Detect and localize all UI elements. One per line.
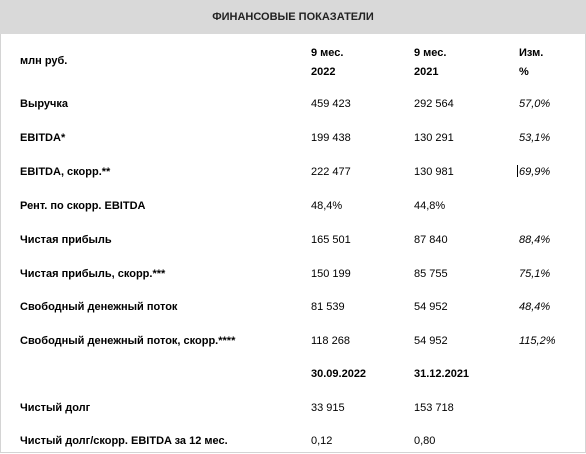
row-value-date2: 153 718: [414, 402, 454, 414]
table-title: [0, 0, 586, 34]
table-row: [0, 267, 586, 287]
row-value-2022: 459 423: [311, 98, 351, 110]
row-value-date1: 0,12: [311, 435, 333, 447]
table-row: [0, 401, 586, 421]
table-row: [0, 233, 586, 253]
row-value-2021: 85 755: [414, 268, 448, 280]
row-label: Рент. по скорр. EBITDA: [20, 200, 146, 212]
table-row: [0, 334, 586, 354]
unit-label: млн руб.: [20, 55, 68, 67]
table-row: [0, 300, 586, 320]
row-label: Свободный денежный поток, скорр.****: [20, 335, 236, 347]
table-row: [0, 434, 586, 454]
row-value-2022: 222 477: [311, 166, 351, 178]
date-col-1: 30.09.2022: [311, 368, 367, 380]
row-change: 75,1%: [519, 268, 551, 280]
col-2021-line1: 9 мес.: [414, 47, 447, 59]
col-2022-line2: 2022: [311, 66, 336, 78]
row-value-2022: 48,4%: [311, 200, 343, 212]
row-change: 69,9%: [519, 166, 551, 178]
table-title-text: ФИНАНСОВЫЕ ПОКАЗАТЕЛИ: [212, 11, 374, 23]
row-change: 88,4%: [519, 234, 551, 246]
row-value-2021: 44,8%: [414, 200, 446, 212]
row-value-2021: 130 981: [414, 166, 454, 178]
table-row: [0, 131, 586, 151]
row-value-2022: 165 501: [311, 234, 351, 246]
row-value-2022: 150 199: [311, 268, 351, 280]
row-value-2022: 118 268: [311, 335, 350, 347]
row-label: Свободный денежный поток: [20, 301, 178, 313]
row-change: 48,4%: [519, 301, 551, 313]
row-label: EBITDA*: [20, 132, 66, 144]
row-value-date1: 33 915: [311, 402, 345, 414]
row-value-2021: 54 952: [414, 335, 448, 347]
row-value-2022: 199 438: [311, 132, 351, 144]
row-value-2021: 130 291: [414, 132, 454, 144]
col-2022-line1: 9 мес.: [311, 47, 344, 59]
row-label: EBITDA, скорр.**: [20, 166, 111, 178]
row-label: Чистая прибыль: [20, 234, 112, 246]
row-value-2021: 54 952: [414, 301, 448, 313]
row-value-2021: 292 564: [414, 98, 454, 110]
row-change-with-cursor[interactable]: [517, 165, 550, 179]
col-2021-line2: 2021: [414, 66, 439, 78]
row-change: 115,2%: [519, 335, 556, 347]
col-change-line1: Изм.: [519, 47, 544, 59]
date-header-row: [0, 367, 586, 387]
table-row: [0, 165, 586, 185]
header-row: [0, 46, 586, 78]
row-change: 57,0%: [519, 98, 551, 110]
row-change: 53,1%: [519, 132, 551, 144]
row-label: Чистый долг/скорр. EBITDA за 12 мес.: [20, 435, 228, 447]
date-col-2: 31.12.2021: [414, 368, 470, 380]
table-row: [0, 199, 586, 219]
row-value-2021: 87 840: [414, 234, 448, 246]
table-row: [0, 97, 586, 117]
row-label: Чистый долг: [20, 402, 91, 414]
row-label: Чистая прибыль, скорр.***: [20, 268, 166, 280]
col-change-line2: %: [519, 66, 529, 78]
row-value-2022: 81 539: [311, 301, 345, 313]
text-cursor: [517, 165, 518, 177]
row-label: Выручка: [20, 98, 69, 110]
row-value-date2: 0,80: [414, 435, 436, 447]
